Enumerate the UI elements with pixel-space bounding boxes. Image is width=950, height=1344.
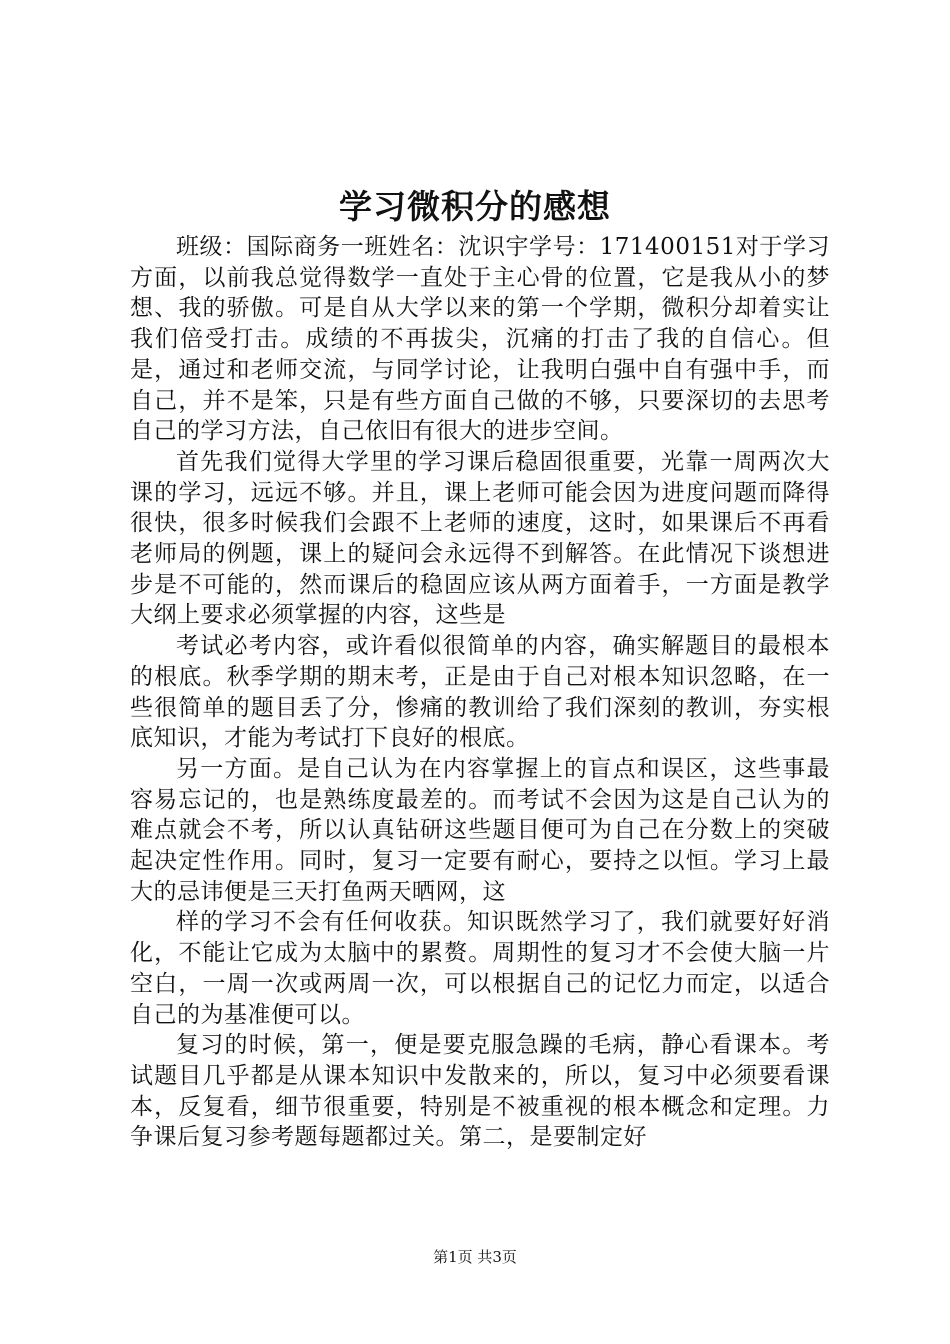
- page-number-footer: 第1页 共3页: [433, 1248, 517, 1266]
- paragraph: 复习的时候，第一，便是要克服急躁的毛病，静心看课本。考试题目几乎都是从课本知识中发散来的，所以，复习中必须要看课本，反复看，细节很重要，特别是不被重视的根本概念和定理。力争课后复习参考题每题都过关。第二，是要制定好: [130, 1032, 830, 1151]
- paragraph: 样的学习不会有任何收获。知识既然学习了，我们就要好好消化，不能让它成为太脑中的累赘。周期性的复习才不会使大脑一片空白，一周一次或两周一次，可以根据自己的记忆力而定，以适合自己的为基准便可以。: [130, 909, 830, 1028]
- document-body: [130, 232, 830, 1153]
- paragraph: 另一方面。是自己认为在内容掌握上的盲点和误区，这些事最容易忘记的，也是熟练度最差的。而考试不会因为这是自己认为的难点就会不考，所以认真钻研这些题目便可为自己在分数上的突破起决定性作用。同时，复习一定要有耐心，要持之以恒。学习上最大的忌讳便是三天打鱼两天晒网，这: [130, 755, 830, 905]
- paragraph: 班级：国际商务一班姓名：沈识宇学号：171400151对于学习方面，以前我总觉得数学一直处于主心骨的位置，它是我从小的梦想、我的骄傲。可是自从大学以来的第一个学期，微积分却着实让我们倍受打击。成绩的不再拔尖，沉痛的打击了我的自信心。但是，通过和老师交流，与同学讨论，让我明白强中自有强中手，而自己，并不是笨，只是有些方面自己做的不够，只要深切的去思考自己的学习方法，自己依旧有很大的进步空间。: [130, 234, 830, 445]
- paragraph: 首先我们觉得大学里的学习课后稳固很重要，光靠一周两次大课的学习，远远不够。并且，课上老师可能会因为进度问题而降得很快，很多时候我们会跟不上老师的速度，这时，如果课后不再看老师局的例题，课上的疑问会永远得不到解答。在此情况下谈想进步是不可能的，然而课后的稳固应该从两方面着手，一方面是教学大纲上要求必须掌握的内容，这些是: [130, 448, 830, 629]
- document-title: 学习微积分的感想: [339, 187, 611, 226]
- paragraph: 考试必考内容，或许看似很简单的内容，确实解题目的最根本的根底。秋季学期的期末考，正是由于自己对根本知识忽略，在一些很简单的题目丢了分，惨痛的教训给了我们深刻的教训，夯实根底知识，才能为考试打下良好的根底。: [130, 633, 830, 752]
